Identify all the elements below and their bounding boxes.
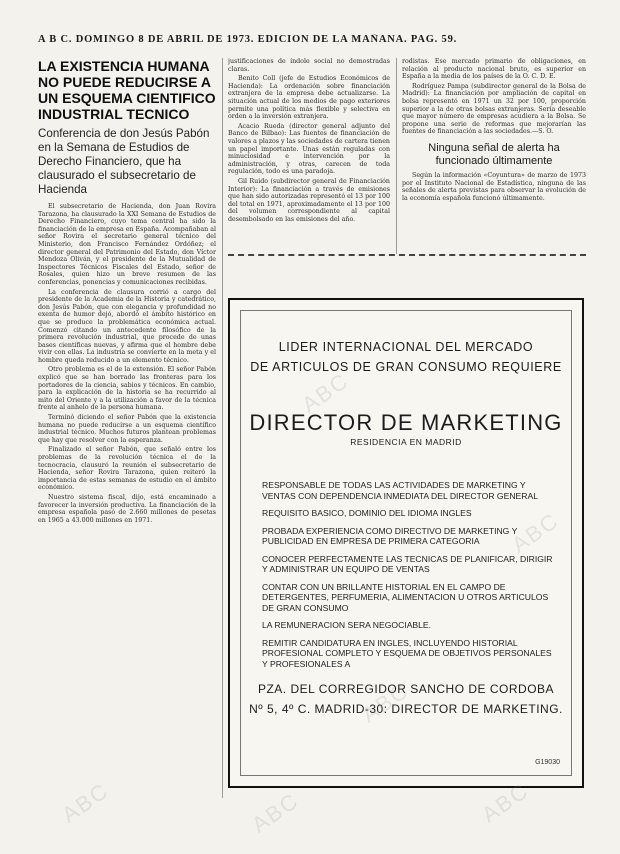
ad-line-2: DE ARTICULOS DE GRAN CONSUMO REQUIERE <box>250 360 562 374</box>
article-dek: Conferencia de don Jesús Pabón en la Semana de Estudios de Derecho Financiero, que ha clausurado el subsecretario de Hacienda <box>38 127 210 196</box>
article-paragraph: Nuestro sistema fiscal, dijo, está encaminado a favorecer la inversión productiva. La financiación de la empresa española pasó de 2.660 millones de pesetas en 1965 a 43.000 millones en 1971. <box>38 493 216 524</box>
middle-paragraph: Benito Coll (jefe de Estudios Económicos de Hacienda): La ordenación sobre financiación extranjera de la empresa debe actualizarse. La situación actual de los medios de pago exteriores permite una política más flexible y selectiva en orden a la inversión extranjera. <box>228 75 390 121</box>
ad-title: DIRECTOR DE MARKETING <box>249 410 563 435</box>
section-paragraph: Según la información «Coyuntura» de marzo de 1973 por el Instituto Nacional de Estadística, ninguna de las señales de alerta previstas para observar la evolución de la economía española funcionó últimamente. <box>402 171 586 202</box>
ad-subtitle: RESIDENCIA EN MADRID <box>350 437 462 447</box>
middle-paragraph: justificaciones de índole social no demostradas claras. <box>228 58 390 73</box>
article-headline: LA EXISTENCIA HUMANA NO PUEDE REDUCIRSE A UN ESQUEMA CIENTIFICO INDUSTRIAL TECNICO <box>38 58 216 122</box>
ad-reference-code: G19030 <box>535 759 560 766</box>
article-paragraph: Terminó diciendo el señor Pabón que la existencia humana no puede reducirse a un esquema científico industrial técnico. Muchos futuros plantean problemas que hay que resolver con la esperanza. <box>38 414 216 444</box>
ad-requirement: REQUISITO BASICO, DOMINIO DEL IDIOMA INGLES <box>262 508 472 518</box>
ad-requirement: RESPONSABLE DE TODAS LAS ACTIVIDADES DE MARKETING Y VENTAS CON DEPENDENCIA INMEDIATA DEL DIRECTOR GENERAL <box>262 480 539 501</box>
ad-address-line-2: Nº 5, 4º C. MADRID-30: DIRECTOR DE MARKETING. <box>249 702 563 716</box>
masthead: A B C. DOMINGO 8 DE ABRIL DE 1973. EDICION DE LA MAÑANA. PAG. 59. <box>38 34 458 45</box>
ad-requirement: CONTAR CON UN BRILLANTE HISTORIAL EN EL CAMPO DE DETERGENTES, PERFUMERIA, ALIMENTACION U OTROS ARTICULOS DE GRAN CONSUMO <box>262 581 549 613</box>
ad-requirement: LA REMUNERACION SERA NEGOCIABLE. <box>262 620 432 630</box>
middle-paragraph: Gil Ruido (subdirector general de Financiación Interior): La financiación a través de emisiones que han sido autorizadas representó el 13 por 100 del total en 1971, aproximadamente el 13 por 100 del volumen correspondiente al capital desembolsado en las emisiones del año. <box>228 177 390 223</box>
middle-paragraph: Acacio Rueda (director general adjunto del Banco de Bilbao): Las fuentes de financiación de valores a plazos y las sociedades de cartera tienen un papel importante. Unas están reguladas con minuciosidad e intervención por la administración, y otras, carecen de toda regulación, todo es una paradoja. <box>228 122 390 176</box>
job-advertisement <box>228 298 584 788</box>
ad-line-1: LIDER INTERNACIONAL DEL MERCADO <box>278 340 534 354</box>
ad-address-line-1: PZA. DEL CORREGIDOR SANCHO DE CORDOBA <box>257 682 555 696</box>
ad-requirement: PROBADA EXPERIENCIA COMO DIRECTIVO DE MARKETING Y PUBLICIDAD EN EMPRESA DE PRIMERA CATEGORIA <box>262 525 518 546</box>
watermark: ABC <box>247 787 304 838</box>
ad-requirement: REMITIR CANDIDATURA EN INGLES, INCLUYENDO HISTORIAL PROFESIONAL COMPLETO Y ESQUEMA DE OBJETIVOS PERSONALES Y PROFESIONALES A <box>262 637 552 669</box>
right-column <box>402 58 586 248</box>
ad-requirements-list <box>262 480 558 676</box>
article-column <box>38 58 216 848</box>
dashed-divider <box>228 254 586 256</box>
ad-requirement: CONOCER PERFECTAMENTE LAS TECNICAS DE PLANIFICAR, DIRIGIR Y ADMINISTRAR UN EQUIPO DE VENTAS <box>262 553 553 574</box>
article-paragraph: La conferencia de clausura corrió a cargo del presidente de la Academia de la Historia y catedrático, don Jesús Pabón, que con elegancia y profundidad no exenta de humor dejó, abordó el ámbito histórico en que se produce la problemática económica actual. Comenzó citando un antecedente filosófico de la primera revolución industrial, que procede de unas bases científicas nuevas, y afirma que el hombre debe vivir con ellas. La industria se convierte en la meta y el hombre queda reducido a un elemento técnico. <box>38 288 216 364</box>
watermark: ABC <box>57 777 114 828</box>
column-rule-1 <box>222 58 223 798</box>
column-rule-2 <box>396 58 397 254</box>
right-paragraph: rodistas. Ese mercado primario de obligaciones, en relación al producto nacional bruto, es superior en España a la media de los países de la O. C. D. E. <box>402 58 586 81</box>
article-paragraph: El subsecretario de Hacienda, don Juan Rovira Tarazona, ha clausurado la XXI Semana de Estudios de Derecho Financiero, cuyo tema central ha sido la financiación de la empresa en España. Acompañaban al señor Rovira el secretario general técnico del Ministerio, don Francisco Fernández Ordóñez; el director general del Patrimonio del Estado, don Víctor Mendoza Oliván, y el presidente de la Mutualidad de Inspectores Técnicos Fiscales del Estado, señor de Rosales, quien hizo un breve resumen de las conferencias, ponencias y comunicaciones recibidas. <box>38 203 216 286</box>
watermark: ABC <box>477 777 534 828</box>
article-paragraph: Otro problema es el de la extensión. El señor Pabón explicó que se han borrado las fronteras para los portadores de la ciencia, sabios y técnicos. En cambio, para la explicación de la historia se ha recurrido al mito del Oriente y a la utilización a favor de la técnica frente al anhelo de la persona humana. <box>38 366 216 412</box>
right-paragraph: Rodríguez Pampa (subdirector general de la Bolsa de Madrid): La financiación por ampliación de capital en bolsa representó en 1971 un 32 por 100, proporción superior a la de otras bolsas extranjeras. Sería deseable que mayor número de empresas acudiera a la Bolsa. Se propone una serie de reformas que mejorarían las fuentes de financiación a las sociedades.—S. O. <box>402 82 586 136</box>
article-paragraph: Finalizado el señor Pabón, que señaló entre los problemas de la revolución técnica el de la tecnocracia, clausuró la reunión el subsecretario de Hacienda, señor Rovira Tarazona, quien reiteró la importancia de estas semanas de estudio en el ámbito económico. <box>38 446 216 492</box>
section-title: Ninguna señal de alerta ha funcionado últimamente <box>428 141 560 167</box>
middle-column <box>228 58 390 248</box>
